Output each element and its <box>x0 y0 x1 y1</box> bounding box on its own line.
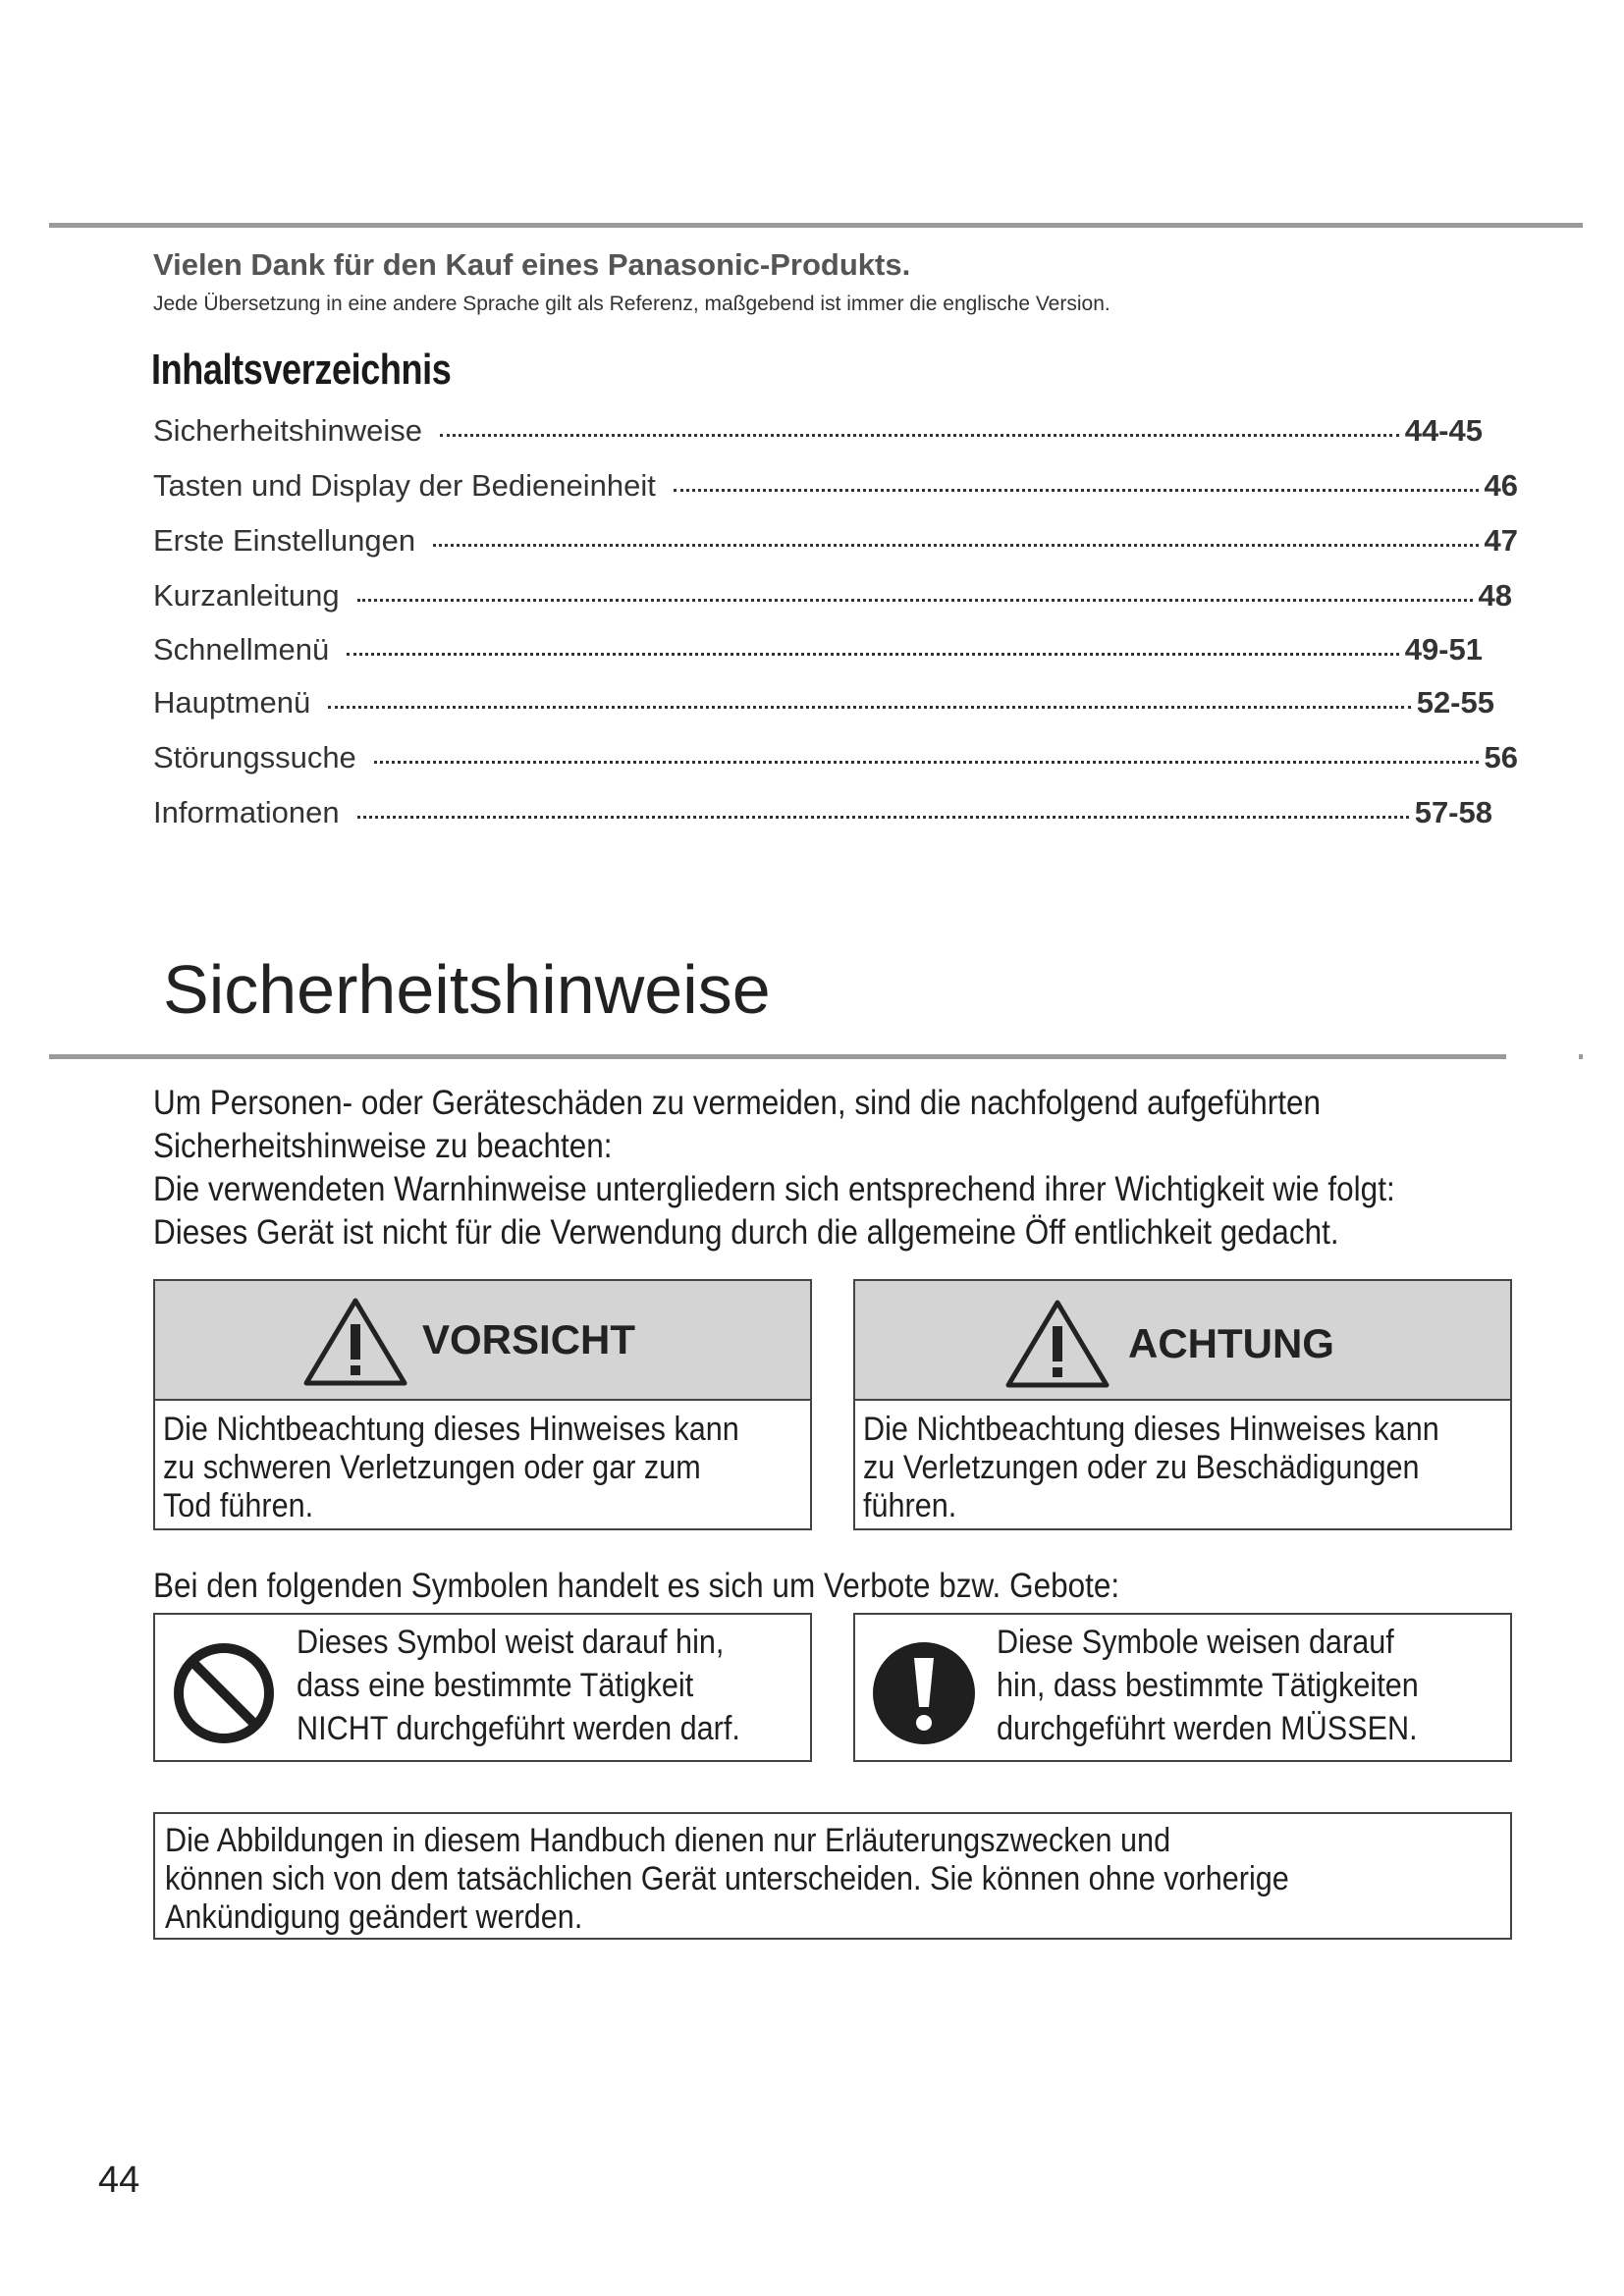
warning-text <box>855 1401 1510 1525</box>
toc-entry-page: 46 <box>1484 468 1518 503</box>
symbols-intro: Bei den folgenden Symbolen handelt es sich um Verbote bzw. Gebote: <box>153 1567 1120 1605</box>
note-line: Die Abbildungen in diesem Handbuch dienen nur Erläuterungszwecken und <box>165 1822 1171 1859</box>
toc-entry-label: Erste Einstellungen <box>153 523 416 558</box>
caution-line: zu schweren Verletzungen oder gar zum <box>163 1449 701 1486</box>
mandatory-exclamation-icon <box>871 1640 977 1746</box>
toc-leader <box>440 434 1399 437</box>
toc-entry-safety[interactable] <box>153 413 1483 453</box>
translation-note: Jede Übersetzung in eine andere Sprache gilt als Referenz, maßgebend ist immer die englische Version. <box>153 293 1110 315</box>
toc-entry-page: 49-51 <box>1404 632 1483 667</box>
toc-entry-label: Kurzanleitung <box>153 578 340 613</box>
intro-line: Um Personen- oder Geräteschäden zu vermeiden, sind die nachfolgend aufgeführten <box>153 1084 1321 1122</box>
note-line: können sich von dem tatsächlichen Gerät unterscheiden. Sie können ohne vorherige <box>165 1860 1289 1897</box>
warning-header <box>855 1281 1510 1401</box>
prohibited-text <box>297 1621 809 1750</box>
toc-entry-page: 44-45 <box>1404 413 1483 448</box>
top-divider <box>49 223 1583 228</box>
toc-leader <box>674 489 1479 492</box>
toc-entry-page: 47 <box>1484 523 1518 558</box>
warning-heading: ACHTUNG <box>1128 1320 1334 1366</box>
toc-leader <box>328 706 1410 709</box>
toc-entry-page: 48 <box>1478 578 1512 613</box>
illustration-note-box <box>153 1812 1512 1940</box>
section-title: Sicherheitshinweise <box>163 951 771 1028</box>
toc-entry-quick-guide[interactable] <box>153 578 1512 617</box>
warning-line: Die Nichtbeachtung dieses Hinweises kann <box>863 1411 1439 1448</box>
warning-triangle-icon <box>1004 1297 1110 1391</box>
warning-box <box>853 1279 1512 1530</box>
intro-line: Dieses Gerät ist nicht für die Verwendung durch die allgemeine Öff entlichkeit gedacht. <box>153 1213 1339 1252</box>
toc-entry-troubleshooting[interactable] <box>153 740 1518 779</box>
caution-line: Die Nichtbeachtung dieses Hinweises kann <box>163 1411 739 1448</box>
toc-entry-label: Sicherheitshinweise <box>153 413 422 448</box>
caution-text <box>155 1401 810 1525</box>
note-line: Ankündigung geändert werden. <box>165 1898 583 1936</box>
section-divider <box>49 1054 1506 1059</box>
prohibited-line: NICHT durchgeführt werden darf. <box>297 1710 740 1747</box>
caution-heading: VORSICHT <box>422 1316 636 1362</box>
mandatory-text <box>997 1621 1509 1750</box>
warning-triangle-icon <box>302 1295 408 1389</box>
toc-entry-information[interactable] <box>153 795 1492 834</box>
safety-intro <box>153 1082 1395 1255</box>
toc-leader <box>357 599 1473 602</box>
toc-entry-label: Störungssuche <box>153 740 356 774</box>
prohibited-line: Dieses Symbol weist darauf hin, <box>297 1624 725 1661</box>
toc-leader <box>347 653 1398 656</box>
toc-entry-label: Informationen <box>153 795 340 829</box>
toc-leader <box>374 761 1479 764</box>
toc-entry-page: 57-58 <box>1414 795 1492 829</box>
caution-header <box>155 1281 810 1401</box>
warning-line: führen. <box>863 1487 957 1524</box>
toc-entry-initial-settings[interactable] <box>153 523 1518 562</box>
prohibited-line: dass eine bestimmte Tätigkeit <box>297 1667 694 1704</box>
caution-line: Tod führen. <box>163 1487 314 1524</box>
page-number: 44 <box>98 2160 140 2201</box>
toc-entry-main-menu[interactable] <box>153 685 1494 724</box>
toc-leader <box>433 544 1478 547</box>
intro-line: Die verwendeten Warnhinweise untergliedern sich entsprechend ihrer Wichtigkeit wie folgt: <box>153 1170 1395 1208</box>
mandatory-line: durchgeführt werden MÜSSEN. <box>997 1710 1418 1747</box>
mandatory-line: Diese Symbole weisen darauf <box>997 1624 1394 1661</box>
toc-entry-page: 52-55 <box>1416 685 1494 720</box>
caution-box <box>153 1279 812 1530</box>
warning-line: zu Verletzungen oder zu Beschädigungen <box>863 1449 1420 1486</box>
toc-leader <box>357 816 1409 819</box>
toc-entry-controls[interactable] <box>153 468 1518 507</box>
intro-line: Sicherheitshinweise zu beachten: <box>153 1127 613 1165</box>
toc-entry-quick-menu[interactable] <box>153 632 1483 671</box>
mandatory-box <box>853 1613 1512 1762</box>
mandatory-line: hin, dass bestimmte Tätigkeiten <box>997 1667 1419 1704</box>
toc-title: Inhaltsverzeichnis <box>151 346 452 394</box>
margin-mark <box>1579 1054 1583 1059</box>
prohibited-box <box>153 1613 812 1762</box>
toc-entry-label: Hauptmenü <box>153 685 311 720</box>
thanks-heading: Vielen Dank für den Kauf eines Panasonic-Produkts. <box>153 247 911 282</box>
toc-entry-label: Schnellmenü <box>153 632 330 667</box>
toc-entry-page: 56 <box>1484 740 1518 774</box>
toc-entry-label: Tasten und Display der Bedieneinheit <box>153 468 656 503</box>
illustration-note <box>165 1822 1490 1937</box>
prohibited-icon <box>171 1640 277 1746</box>
